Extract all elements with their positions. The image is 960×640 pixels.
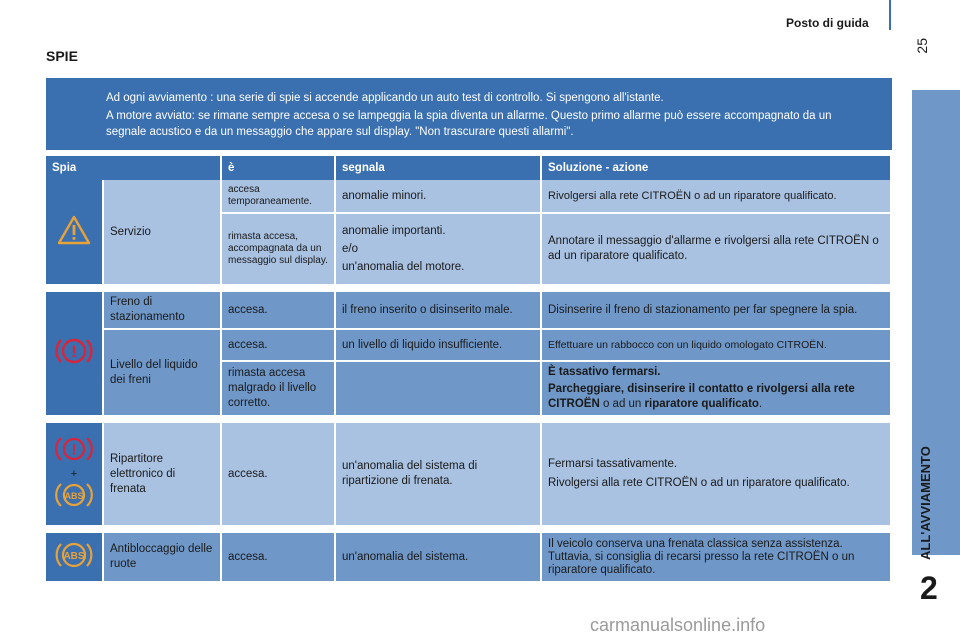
- parking-brake-signal: il freno inserito o disinserito male.: [336, 292, 542, 330]
- ebd-action: [542, 423, 892, 527]
- header-state: è: [222, 156, 336, 180]
- brake-fluid-state: accesa.: [222, 330, 336, 362]
- parking-brake-name: Freno di stazionamento: [104, 292, 222, 330]
- park-instruction-repairer: riparatore qualificato: [644, 398, 759, 410]
- table-row: [46, 423, 892, 527]
- excl-mark: !: [71, 342, 77, 361]
- service-state-1: accesa temporaneamente.: [222, 180, 336, 214]
- side-chapter-label: ALL'AVVIAMENTO: [918, 446, 933, 560]
- brake-warning-icon: [54, 334, 94, 368]
- header-spia: Spia: [46, 156, 222, 180]
- brake-fluid-state-2: rimasta accesa malgrado il livello corretto.: [222, 362, 336, 417]
- abs-label: ABS: [63, 550, 85, 562]
- ebd-name: Ripartitore elettronico di frenata: [104, 423, 222, 527]
- abs-state: accesa.: [222, 533, 336, 583]
- park-instruction: [548, 382, 884, 412]
- service-signal-1: anomalie minori.: [336, 180, 542, 214]
- service-signal-2b: e/o: [342, 242, 358, 255]
- brake-warning-icon: [54, 434, 94, 464]
- intro-paragraph-1: Ad ogni avviamento : una serie di spie si accende applicando un auto test di controllo. Si spengono all'istante.: [106, 92, 664, 104]
- abs-icon-cell: [46, 533, 104, 583]
- table-row: [46, 292, 892, 330]
- side-chapter-number: 2: [920, 570, 938, 606]
- abs-name: Antibloccaggio delle ruote: [104, 533, 222, 583]
- service-action-1: Rivolgersi alla rete CITROËN o ad un riparatore qualificato.: [542, 180, 892, 214]
- header-divider: [889, 0, 891, 30]
- brake-fluid-signal: un livello di liquido insufficiente.: [336, 330, 542, 362]
- abs-icon: [54, 480, 94, 510]
- stop-instruction: È tassativo fermarsi.: [548, 366, 661, 378]
- warning-triangle-icon: [57, 214, 91, 246]
- intro-paragraph-2: A motore avviato: se rimane sempre accesa o se lampeggia la spia diventa un allarme. Questo primo allarme può essere accompagnato da un segnale acustico e da un messaggio che appare sul display. "Non trascurare questi allarmi".: [106, 110, 832, 138]
- watermark: carmanualsonline.info: [590, 615, 766, 635]
- service-action-2: Annotare il messaggio d'allarme e rivolgersi alla rete CITROËN o ad un riparatore qualificato.: [542, 214, 892, 286]
- brake-fluid-action-2: [542, 362, 892, 417]
- chapter-title: Posto di guida: [786, 16, 869, 30]
- ebd-action-b: Rivolgersi alla rete CITROËN o ad un riparatore qualificato.: [548, 477, 850, 489]
- service-signal-2: [336, 214, 542, 286]
- service-signal-2a: anomalie importanti.: [342, 224, 446, 237]
- table-header-row: [46, 156, 892, 180]
- service-state-2: rimasta accesa, accompagnata da un messaggio sul display.: [222, 214, 336, 286]
- service-icon-cell: [46, 180, 104, 286]
- excl-mark: !: [71, 441, 77, 458]
- brake-icon-cell: [46, 292, 104, 417]
- abs-action: Il veicolo conserva una frenata classica senza assistenza. Tuttavia, si consiglia di recarsi presso la rete CITROËN o un riparatore qualificato.: [542, 533, 892, 583]
- header-action: Soluzione - azione: [542, 156, 892, 180]
- brake-fluid-signal-2: [336, 362, 542, 417]
- ebd-signal: un'anomalia del sistema di ripartizione di frenata.: [336, 423, 542, 527]
- intro-box: [46, 78, 892, 150]
- table-row: [46, 180, 892, 214]
- abs-icon: [54, 539, 94, 571]
- table-row: [46, 533, 892, 583]
- warning-lights-table: [46, 156, 892, 583]
- abs-signal: un'anomalia del sistema.: [336, 533, 542, 583]
- abs-label: ABS: [64, 490, 84, 501]
- ebd-action-a: Fermarsi tassativamente.: [548, 458, 678, 470]
- header-signal: segnala: [336, 156, 542, 180]
- park-instruction-end: .: [758, 398, 763, 410]
- parking-brake-action: Disinserire il freno di stazionamento per far spegnere la spia.: [542, 292, 892, 330]
- brake-fluid-action: Effettuare un rabbocco con un liquido omologato CITROËN.: [542, 330, 892, 362]
- plus-sign: +: [70, 467, 78, 480]
- table-row: [46, 330, 892, 362]
- ebd-state: accesa.: [222, 423, 336, 527]
- page-number: 25: [914, 38, 930, 54]
- brake-fluid-name: Livello del liquido dei freni: [104, 330, 222, 417]
- ebd-icon-cell: [46, 423, 104, 527]
- service-signal-2c: un'anomalia del motore.: [342, 260, 465, 273]
- page-number-wrap: [914, 38, 934, 68]
- parking-brake-state: accesa.: [222, 292, 336, 330]
- service-name: Servizio: [104, 180, 222, 286]
- park-instruction-bold: Parcheggiare, disinserire il contatto e rivolgersi alla rete CITROËN: [548, 383, 855, 410]
- park-instruction-mid: o ad un: [602, 398, 642, 410]
- section-title: SPIE: [46, 48, 78, 64]
